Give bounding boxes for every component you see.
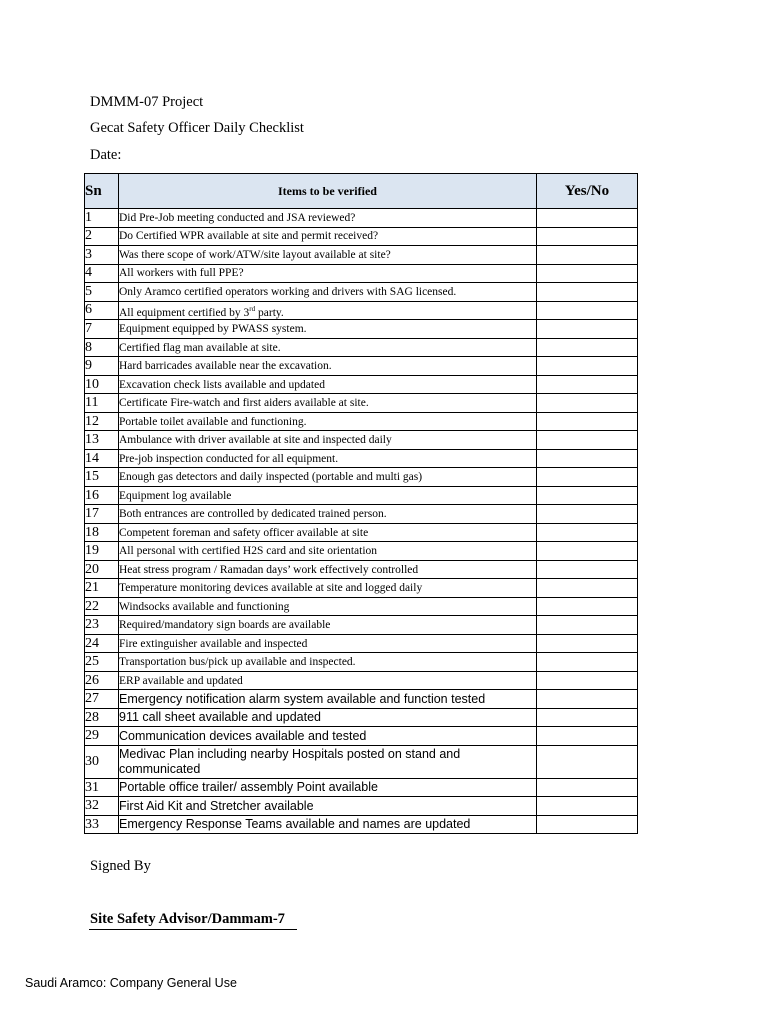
table-row xyxy=(85,394,638,413)
project-name: DMMM-07 Project xyxy=(90,94,204,110)
column-header-items: Items to be verified xyxy=(119,174,537,209)
table-row xyxy=(85,412,638,431)
row-number: 28 xyxy=(85,708,119,727)
yes-no-cell[interactable] xyxy=(537,264,638,283)
checklist-item: First Aid Kit and Stretcher available xyxy=(119,797,537,816)
table-row xyxy=(85,449,638,468)
row-number: 24 xyxy=(85,634,119,653)
table-row xyxy=(85,320,638,339)
yes-no-cell[interactable] xyxy=(537,597,638,616)
signatory-role: Site Safety Advisor/Dammam-7 xyxy=(90,911,285,927)
yes-no-cell[interactable] xyxy=(537,486,638,505)
checklist-item: Do Certified WPR available at site and permit received? xyxy=(119,227,537,246)
checklist-item: Competent foreman and safety officer available at site xyxy=(119,523,537,542)
yes-no-cell[interactable] xyxy=(537,727,638,746)
table-row xyxy=(85,671,638,690)
row-number: 5 xyxy=(85,283,119,302)
row-number: 2 xyxy=(85,227,119,246)
yes-no-cell[interactable] xyxy=(537,815,638,834)
checklist-item: Windsocks available and functioning xyxy=(119,597,537,616)
checklist-item: Certified flag man available at site. xyxy=(119,338,537,357)
table-row xyxy=(85,505,638,524)
table-row xyxy=(85,246,638,265)
checklist-item: Both entrances are controlled by dedicated trained person. xyxy=(119,505,537,524)
table-row xyxy=(85,745,638,778)
table-row xyxy=(85,431,638,450)
table-row xyxy=(85,579,638,598)
row-number: 12 xyxy=(85,412,119,431)
table-row xyxy=(85,375,638,394)
checklist-item: Transportation bus/pick up available and inspected. xyxy=(119,653,537,672)
checklist-item: All personal with certified H2S card and site orientation xyxy=(119,542,537,561)
yes-no-cell[interactable] xyxy=(537,320,638,339)
row-number: 29 xyxy=(85,727,119,746)
table-row xyxy=(85,542,638,561)
classification-footer: Saudi Aramco: Company General Use xyxy=(25,976,237,990)
checklist-item: Medivac Plan including nearby Hospitals posted on stand and communicated xyxy=(119,745,537,778)
table-row xyxy=(85,616,638,635)
checklist-item: Emergency notification alarm system available and function tested xyxy=(119,690,537,709)
row-number: 20 xyxy=(85,560,119,579)
row-number: 9 xyxy=(85,357,119,376)
yes-no-cell[interactable] xyxy=(537,431,638,450)
table-row xyxy=(85,338,638,357)
table-row xyxy=(85,690,638,709)
yes-no-cell[interactable] xyxy=(537,616,638,635)
row-number: 31 xyxy=(85,778,119,797)
yes-no-cell[interactable] xyxy=(537,523,638,542)
yes-no-cell[interactable] xyxy=(537,375,638,394)
yes-no-cell[interactable] xyxy=(537,708,638,727)
checklist-item: Hard barricades available near the excavation. xyxy=(119,357,537,376)
column-header-sn: Sn xyxy=(85,174,119,209)
yes-no-cell[interactable] xyxy=(537,209,638,228)
row-number: 8 xyxy=(85,338,119,357)
yes-no-cell[interactable] xyxy=(537,449,638,468)
checklist-item: Did Pre-Job meeting conducted and JSA reviewed? xyxy=(119,209,537,228)
table-row xyxy=(85,209,638,228)
checklist-item: Only Aramco certified operators working and drivers with SAG licensed. xyxy=(119,283,537,302)
checklist-item: Excavation check lists available and updated xyxy=(119,375,537,394)
checklist-item: Portable office trailer/ assembly Point available xyxy=(119,778,537,797)
table-row xyxy=(85,264,638,283)
yes-no-cell[interactable] xyxy=(537,579,638,598)
row-number: 4 xyxy=(85,264,119,283)
checklist-item: All workers with full PPE? xyxy=(119,264,537,283)
table-header-row xyxy=(85,174,638,209)
checklist-body xyxy=(85,209,638,834)
table-row xyxy=(85,815,638,834)
checklist-item: Equipment log available xyxy=(119,486,537,505)
yes-no-cell[interactable] xyxy=(537,505,638,524)
row-number: 27 xyxy=(85,690,119,709)
table-row xyxy=(85,597,638,616)
checklist-item: Portable toilet available and functioning. xyxy=(119,412,537,431)
yes-no-cell[interactable] xyxy=(537,671,638,690)
row-number: 32 xyxy=(85,797,119,816)
checklist-item: Fire extinguisher available and inspected xyxy=(119,634,537,653)
row-number: 14 xyxy=(85,449,119,468)
checklist-item: Was there scope of work/ATW/site layout available at site? xyxy=(119,246,537,265)
yes-no-cell[interactable] xyxy=(537,246,638,265)
checklist-item: Communication devices available and tested xyxy=(119,727,537,746)
table-row xyxy=(85,486,638,505)
yes-no-cell[interactable] xyxy=(537,301,638,320)
row-number: 16 xyxy=(85,486,119,505)
row-number: 11 xyxy=(85,394,119,413)
row-number: 22 xyxy=(85,597,119,616)
row-number: 30 xyxy=(85,745,119,778)
table-row xyxy=(85,283,638,302)
signature-underline xyxy=(89,929,297,930)
checklist-item: Certificate Fire-watch and first aiders available at site. xyxy=(119,394,537,413)
row-number: 26 xyxy=(85,671,119,690)
yes-no-cell[interactable] xyxy=(537,690,638,709)
yes-no-cell[interactable] xyxy=(537,338,638,357)
yes-no-cell[interactable] xyxy=(537,412,638,431)
row-number: 15 xyxy=(85,468,119,487)
checklist-item: Required/mandatory sign boards are available xyxy=(119,616,537,635)
yes-no-cell[interactable] xyxy=(537,745,638,778)
checklist-item: 911 call sheet available and updated xyxy=(119,708,537,727)
yes-no-cell[interactable] xyxy=(537,394,638,413)
column-header-yes-no: Yes/No xyxy=(537,174,638,209)
checklist-item: Enough gas detectors and daily inspected (portable and multi gas) xyxy=(119,468,537,487)
checklist-item: Pre-job inspection conducted for all equipment. xyxy=(119,449,537,468)
yes-no-cell[interactable] xyxy=(537,283,638,302)
row-number: 13 xyxy=(85,431,119,450)
document-title: Gecat Safety Officer Daily Checklist xyxy=(90,120,304,136)
table-row xyxy=(85,301,638,320)
row-number: 17 xyxy=(85,505,119,524)
table-row xyxy=(85,523,638,542)
signed-by-label: Signed By xyxy=(90,858,151,874)
row-number: 23 xyxy=(85,616,119,635)
row-number: 33 xyxy=(85,815,119,834)
checklist-item: ERP available and updated xyxy=(119,671,537,690)
row-number: 6 xyxy=(85,301,119,320)
table-row xyxy=(85,227,638,246)
table-row xyxy=(85,468,638,487)
yes-no-cell[interactable] xyxy=(537,634,638,653)
checklist-item: All equipment certified by 3rd party. xyxy=(119,301,537,320)
yes-no-cell[interactable] xyxy=(537,542,638,561)
row-number: 19 xyxy=(85,542,119,561)
table-row xyxy=(85,653,638,672)
yes-no-cell[interactable] xyxy=(537,797,638,816)
row-number: 21 xyxy=(85,579,119,598)
table-row xyxy=(85,778,638,797)
row-number: 25 xyxy=(85,653,119,672)
date-label: Date: xyxy=(90,147,122,163)
checklist-table xyxy=(84,173,638,834)
yes-no-cell[interactable] xyxy=(537,778,638,797)
row-number: 3 xyxy=(85,246,119,265)
row-number: 18 xyxy=(85,523,119,542)
checklist-item: Emergency Response Teams available and names are updated xyxy=(119,815,537,834)
yes-no-cell[interactable] xyxy=(537,560,638,579)
table-row xyxy=(85,634,638,653)
yes-no-cell[interactable] xyxy=(537,357,638,376)
checklist-item: Heat stress program / Ramadan days’ work effectively controlled xyxy=(119,560,537,579)
table-row xyxy=(85,727,638,746)
row-number: 1 xyxy=(85,209,119,228)
table-row xyxy=(85,560,638,579)
table-row xyxy=(85,708,638,727)
yes-no-cell[interactable] xyxy=(537,227,638,246)
row-number: 10 xyxy=(85,375,119,394)
table-row xyxy=(85,357,638,376)
checklist-item: Temperature monitoring devices available at site and logged daily xyxy=(119,579,537,598)
table-row xyxy=(85,797,638,816)
row-number: 7 xyxy=(85,320,119,339)
yes-no-cell[interactable] xyxy=(537,468,638,487)
checklist-item: Equipment equipped by PWASS system. xyxy=(119,320,537,339)
yes-no-cell[interactable] xyxy=(537,653,638,672)
checklist-item: Ambulance with driver available at site and inspected daily xyxy=(119,431,537,450)
